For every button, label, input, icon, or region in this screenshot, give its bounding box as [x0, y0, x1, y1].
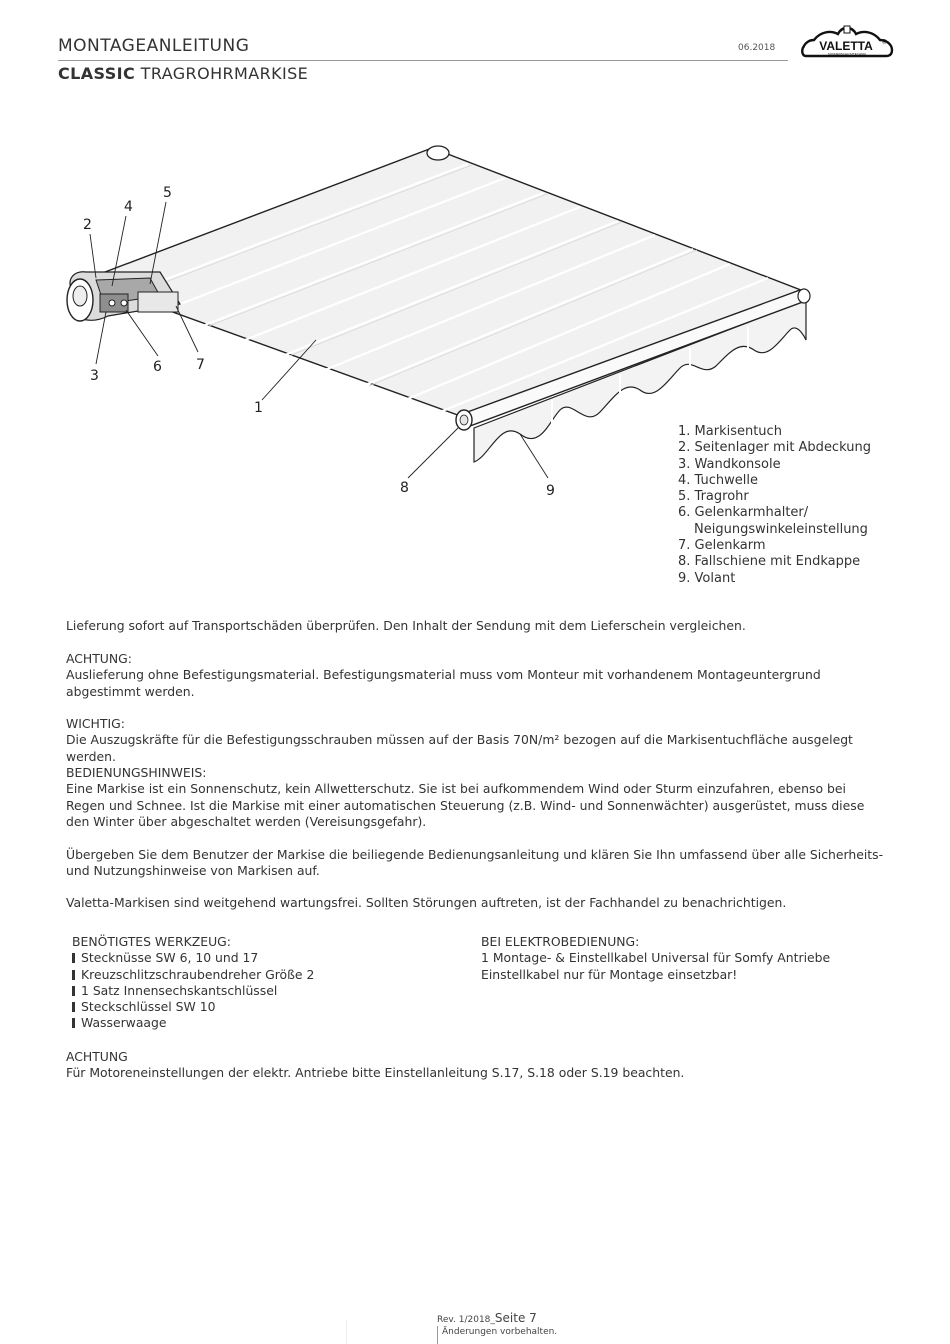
- callout-4: 4: [124, 199, 133, 215]
- intro-text: Lieferung sofort auf Transportschäden überprüfen. Den Inhalt der Sendung mit dem Lieferschein vergleichen.: [66, 618, 746, 633]
- legend-item: 1. Markisentuch: [678, 424, 782, 439]
- valetta-text: Valetta-Markisen sind weitgehend wartungsfrei. Sollten Störungen auftreten, ist der Fachhandel zu benachrichtigen.: [66, 895, 787, 910]
- callout-8: 8: [400, 480, 409, 496]
- elektro-section: [481, 934, 881, 983]
- callout-2: 2: [83, 217, 92, 233]
- callout-1: 1: [254, 400, 263, 416]
- callout-7: 7: [196, 357, 205, 373]
- valetta-paragraph: [66, 895, 886, 911]
- achtung2-text: Für Motoreneinstellungen der elektr. Antriebe bitte Einstellanleitung S.17, S.18 oder S.19 beachten.: [66, 1065, 685, 1081]
- logo-text: VALETTA: [819, 39, 873, 53]
- bedienung-text: Eine Markise ist ein Sonnenschutz, kein Allwetterschutz. Sie ist bei aufkommendem Wind oder Sturm einzufahren, ebenso bei Regen und Schnee. Ist die Markise mit einer automatischen Steuerung (z.B. Wind- und Sonnenwächter) ausgerüstet, muss diese den Winter über abgeschaltet werden (Vereisungsgefahr).: [66, 781, 865, 829]
- legend-item: 6. Gelenkarmhalter/: [678, 505, 809, 521]
- uebergeben-text: Übergeben Sie dem Benutzer der Markise die beiliegende Bedienungsanleitung und klären Sie Ihn umfassend über alle Sicherheits- und Nutzungshinweise von Markisen auf.: [66, 847, 884, 879]
- uebergeben-paragraph: [66, 847, 886, 880]
- tool-item: Stecknüsse SW 6, 10 und 17: [72, 950, 472, 966]
- tool-item: Kreuzschlitzschraubendreher Größe 2: [72, 967, 472, 983]
- callout-6: 6: [153, 359, 162, 375]
- bedienung-section: [66, 765, 886, 830]
- callout-3: 3: [90, 368, 99, 384]
- tools-heading: BENÖTIGTES WERKZEUG:: [72, 934, 231, 949]
- subtitle-bold: CLASSIC: [58, 64, 136, 83]
- legend-item: 8. Fallschiene mit Endkappe: [678, 554, 861, 570]
- intro-paragraph: [66, 618, 886, 634]
- legend-item: 9. Volant: [678, 570, 736, 586]
- achtung-section: [66, 651, 886, 700]
- footer-note: Änderungen vorbehalten.: [442, 1327, 558, 1337]
- subtitle-rest: TRAGROHRMARKISE: [140, 64, 309, 83]
- tool-item: Steckschlüssel SW 10: [72, 999, 472, 1015]
- page-number: Seite 7: [494, 1311, 537, 1325]
- logo-registered: ®: [882, 40, 887, 46]
- callout-9: 9: [546, 483, 555, 499]
- achtung-heading: ACHTUNG:: [66, 651, 132, 666]
- callout-5: 5: [163, 185, 172, 201]
- logo-tagline: SONNENSCHUTZTECHNIK: [827, 52, 867, 56]
- legend-item: 4. Tuchwelle: [678, 472, 758, 488]
- achtung-text: Auslieferung ohne Befestigungsmaterial. Befestigungsmaterial muss vom Monteur mit vorhandenem Montageuntergrund abgestimmt werden.: [66, 667, 821, 699]
- achtung2-heading: ACHTUNG: [66, 1049, 128, 1064]
- bedienung-heading: BEDIENUNGSHINWEIS:: [66, 765, 207, 780]
- elektro-heading: BEI ELEKTROBEDIENUNG:: [481, 934, 640, 949]
- elektro-line: Einstellkabel nur für Montage einsetzbar!: [481, 966, 738, 982]
- legend-item: Neigungswinkeleinstellung: [694, 521, 868, 537]
- legend-item: 5. Tragrohr: [678, 489, 749, 505]
- document-title: MONTAGEANLEITUNG: [58, 36, 250, 56]
- legend-item: 3. Wandkonsole: [678, 456, 781, 472]
- legend-item: 2. Seitenlager mit Abdeckung: [678, 440, 871, 456]
- tool-item: Wasserwaage: [72, 1015, 472, 1031]
- tool-item: 1 Satz Innensechskantschlüssel: [72, 983, 472, 999]
- back-tube-end: [427, 146, 449, 160]
- elektro-line: 1 Montage- & Einstellkabel Universal für Somfy Antriebe: [481, 950, 831, 966]
- document-date: 06.2018: [738, 43, 776, 53]
- revision: Rev. 1/2018_: [437, 1315, 495, 1325]
- page-footer: [437, 1312, 557, 1338]
- arm-holder: [138, 292, 178, 312]
- achtung2-section: [66, 1049, 886, 1082]
- wichtig-section: [66, 716, 886, 765]
- tools-section: [72, 934, 472, 1032]
- legend-item: 7. Gelenkarm: [678, 538, 766, 554]
- canopy-fabric: [84, 148, 806, 418]
- wichtig-text: Die Auszugskräfte für die Befestigungsschrauben müssen auf der Basis 70N/m² bezogen auf die Markisentuchfläche ausgelegt werden.: [66, 732, 853, 764]
- wichtig-heading: WICHTIG:: [66, 716, 125, 731]
- diagram-legend: [678, 424, 871, 587]
- footer-divider-faint: [346, 1320, 347, 1344]
